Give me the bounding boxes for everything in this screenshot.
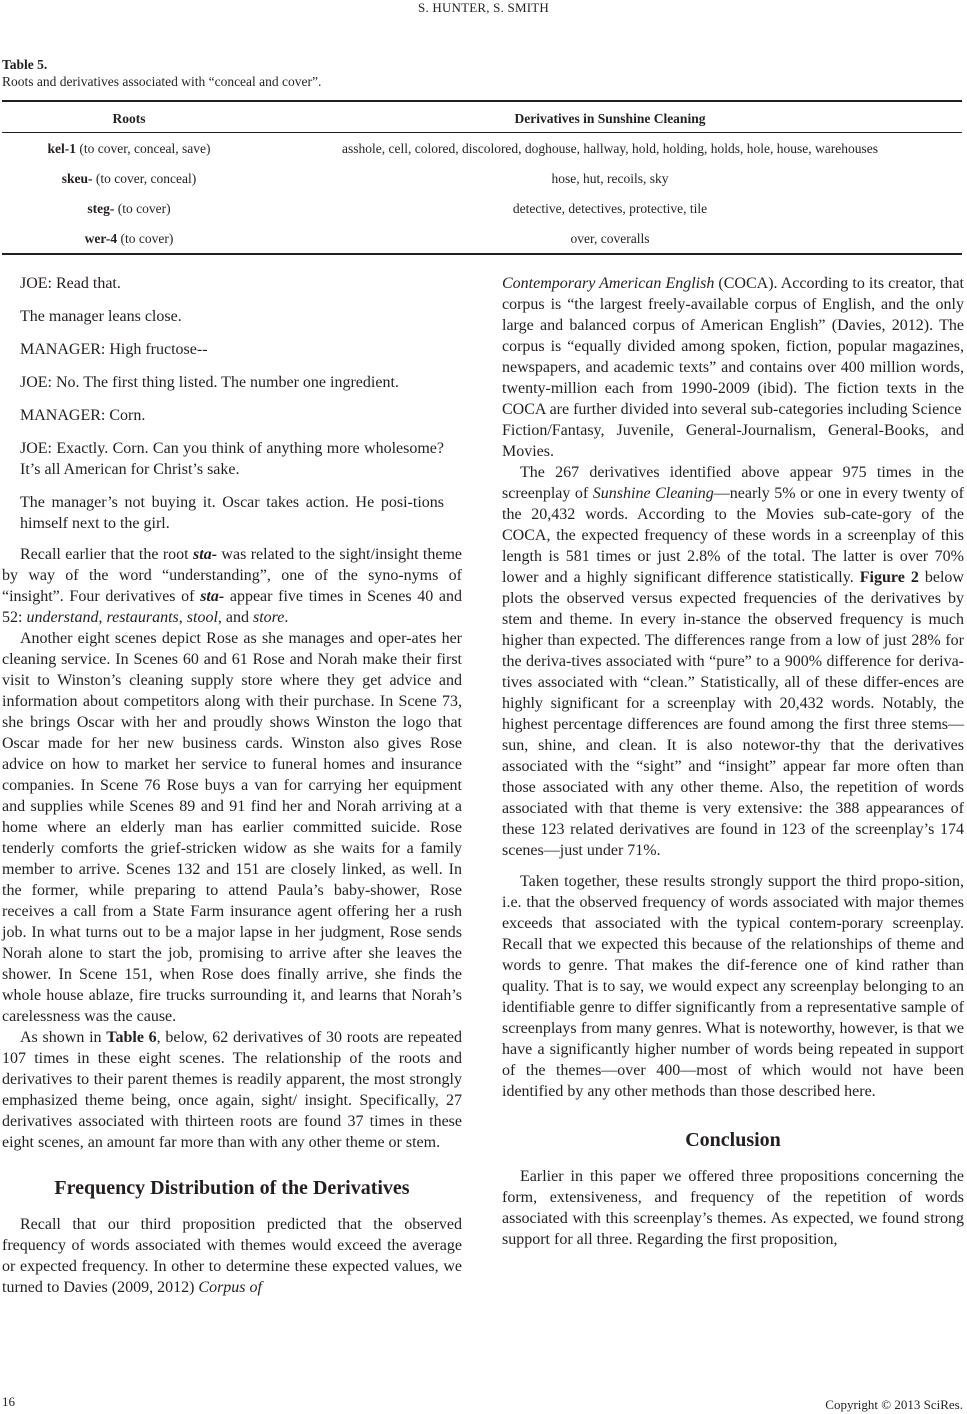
- table-row-derivatives: hose, hut, recoils, sky: [551, 171, 669, 186]
- table-header-derivatives: Derivatives in Sunshine Cleaning: [514, 111, 706, 126]
- script-line: MANAGER: High fructose--: [20, 341, 208, 358]
- screenplay-excerpt: [2, 273, 462, 534]
- paragraph: Taken together, these results strongly support the third propo-sition, i.e. that the observed frequency of words associated with major themes exceeds that associated with the typical contem-porary screenplay. Recall that we expected this because of the relationships of theme and words to genre. That makes the dif-ference one of kind rather than quality. That is to say, we would expect any screenplay belonging to an identifiable genre to differ significantly from a representative sample of screenplays from many genres. What is noteworthy, however, is that we have a significantly higher number of words being repeated in support of the themes—over 400—most of which would not have been identified by any other methods than those described here.: [502, 873, 964, 1100]
- table-reference: Table 6: [106, 1029, 157, 1046]
- root-gloss: (to cover): [117, 231, 174, 246]
- script-line: MANAGER: Corn.: [20, 407, 146, 424]
- root-name: kel-1: [47, 141, 77, 156]
- paragraph: Earlier in this paper we offered three propositions concerning the form, extensiveness, and frequency of the repetition of words associated with this screenplay’s themes. As expected, we found strong support for all three. Regarding the first proposition,: [502, 1168, 964, 1248]
- script-line: The manager leans close.: [20, 308, 182, 325]
- paragraph: Recall that our third proposition predicted that the observed frequency of words associated with themes would exceed the average or expected frequency. In other to determine these expected values, we turned to Davies (2009, 2012) Corpus of: [2, 1216, 462, 1296]
- paragraph: As shown in Table 6, below, 62 derivatives of 30 roots are repeated 107 times in these eight scenes. The relationship of the roots and derivatives to their parent themes is readily apparent, the most strongly emphasized theme being, once again, sight/ insight. Specifically, 27 derivatives associated with thirteen roots are found 37 times in these eight scenes, an amount far more than with any other theme or stem.: [2, 1029, 462, 1151]
- root-name: skeu-: [61, 171, 93, 186]
- paragraph: Another eight scenes depict Rose as she manages and oper-ates her cleaning service. In Scenes 60 and 61 Rose and Norah make their first visit to Winston’s cleaning supply store where they get advice and information about competitors along with their purchase. In Scene 73, she brings Oscar with her and proudly shows Winston the logo that Oscar made for her new business cards. Winston also gives Rose advice on how to market her service to funeral homes and insurance companies. In Scene 76 Rose buys a van for carrying her equipment and supplies while Scenes 89 and 91 find her and Norah arriving at a home where an elderly man has earlier committed suicide. Rose tenderly comforts the grief-stricken widow as she waits for a family member to arrive. Scenes 132 and 151 are closely linked, as well. In the former, while preparing to attend Paula’s baby-shower, Rose receives a call from a State Farm insurance agent offering her a rush job. In what turns out to be a major lapse in her judgment, Rose sends Norah alone to start the job, promising to arrive after she leaves the shower. In Scene 151, when Rose does finally arrive, she finds the whole house ablaze, fire trucks surrounding it, and learns that Norah’s carelessness was the cause.: [2, 630, 462, 1025]
- figure-reference: Figure 2: [859, 569, 919, 586]
- copyright: Copyright © 2013 SciRes.: [825, 1397, 963, 1412]
- table-caption: [2, 56, 321, 90]
- paragraph: The 267 derivatives identified above appear 975 times in the screenplay of Sunshine Cleaning—nearly 5% or one in every twenty of the 20,432 words. According to the Movies sub-cate-gory of the COCA, the expected frequency of these words in a screenplay of this length is 581 times or just 2.8% of the total. The latter is over 70% lower and a highly significant difference statistically. Figure 2 below plots the observed versus expected frequencies of the derivatives by stem and theme. In every in-stance the observed frequency is much higher than expected. The differences range from a low of just 28% for the deriva-tives associated with “pure” to a 900% difference for deriva-tives associated with “clean.” Statistically, all of these differ-ences are highly significant for a screenplay with 20,432 words. Notably, the highest percentage differences are found among the first three stems—sun, shine, and clean. It is also notewor-thy that the derivatives associated with the “sight” and “insight” appear far more often than those associated with any other theme. Also, the repetition of words associated with that theme is very extensive: the 388 appearances of these 123 related derivatives are found in 123 of the screenplay’s 174 scenes—just under 71%.: [502, 464, 964, 859]
- right-column: [502, 273, 964, 1250]
- table-row-root: [0, 140, 258, 157]
- root-name: wer-4: [84, 231, 118, 246]
- table-row-root: [0, 230, 258, 247]
- table-row-root: [0, 200, 258, 217]
- table-caption-text: Roots and derivatives associated with “conceal and cover”.: [2, 74, 322, 89]
- paragraph: Recall earlier that the root sta- was related to the sight/insight theme by way of the word “understanding”, one of the syno-nyms of “insight”. Four derivatives of sta- appear five times in Scenes 40 and 52: understand, restaurants, stool, and store.: [2, 546, 463, 626]
- table-bottom-rule: [2, 253, 962, 255]
- page-number: 16: [2, 1394, 15, 1409]
- left-column: [2, 273, 462, 1298]
- root-name: steg-: [87, 201, 115, 216]
- table-top-rule: [2, 100, 962, 102]
- script-line: JOE: Read that.: [20, 275, 121, 292]
- table-row-derivatives: over, coveralls: [570, 231, 650, 246]
- section-heading: Conclusion: [685, 1129, 781, 1151]
- table-row-derivatives: asshole, cell, colored, discolored, doghouse, hallway, hold, holding, holds, hole, house, warehouses: [341, 141, 879, 156]
- paragraph: Contemporary American English (COCA). According to its creator, that corpus is “the largest freely-available corpus of English, and the only large and balanced corpus of American English” (Davies, 2012). The corpus is “equally divided among spoken, fiction, popular magazines, newspapers, and academic texts” and contains over 400 million words, twenty-million each from 1990-2009 (ibid). The fiction texts in the COCA are further divided into several sub-categories including Science Fiction/Fantasy, Juvenile, General-Journalism, General-Books, and Movies.: [502, 275, 964, 460]
- table-label: Table 5.: [2, 57, 48, 72]
- root-gloss: (to cover, conceal, save): [76, 141, 211, 156]
- table-row-root: [0, 170, 258, 187]
- table-header-roots: Roots: [112, 111, 146, 126]
- root-gloss: (to cover, conceal): [92, 171, 197, 186]
- table-row-derivatives: detective, detectives, protective, tile: [512, 201, 708, 216]
- script-line: JOE: No. The first thing listed. The number one ingredient.: [20, 374, 399, 391]
- table-header-rule: [2, 132, 962, 133]
- script-line: The manager’s not buying it. Oscar takes action. He posi-tions himself next to the girl.: [20, 494, 444, 532]
- root-gloss: (to cover): [114, 201, 171, 216]
- section-heading: Frequency Distribution of the Derivatives: [54, 1177, 410, 1199]
- running-head: S. HUNTER, S. SMITH: [418, 0, 549, 15]
- script-line: JOE: Exactly. Corn. Can you think of anything more wholesome? It’s all American for Christ’s sake.: [20, 440, 444, 478]
